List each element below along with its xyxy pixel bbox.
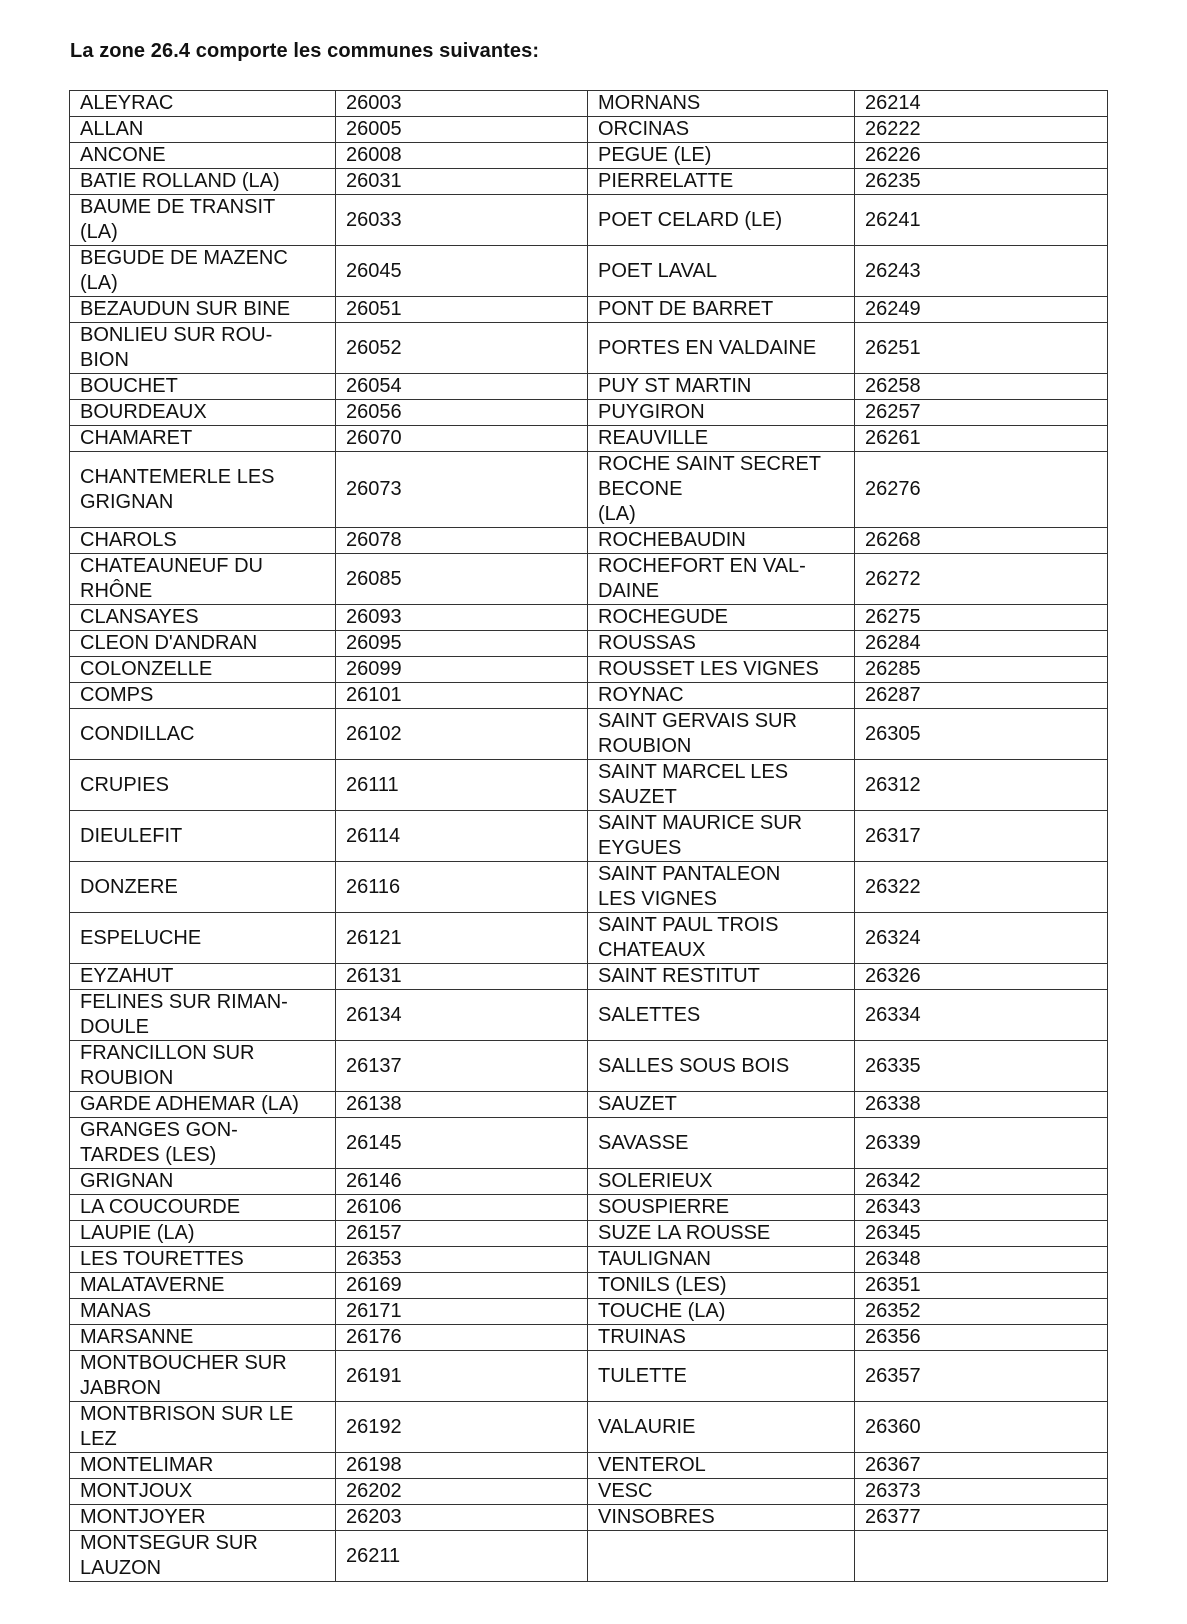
commune-name-cell: COLONZELLE <box>70 657 336 683</box>
table-row <box>70 1402 1108 1453</box>
commune-code-cell: 26169 <box>336 1273 588 1299</box>
table-row <box>70 811 1108 862</box>
commune-name-cell: BEGUDE DE MAZENC (LA) <box>70 246 336 297</box>
commune-name-cell: SAINT RESTITUT <box>588 964 855 990</box>
commune-name-cell: SALETTES <box>588 990 855 1041</box>
table-row <box>70 683 1108 709</box>
table-row <box>70 631 1108 657</box>
commune-code-cell: 26258 <box>855 374 1108 400</box>
commune-name-cell: PEGUE (LE) <box>588 143 855 169</box>
commune-name-cell: BOUCHET <box>70 374 336 400</box>
commune-code-cell: 26114 <box>336 811 588 862</box>
commune-code-cell: 26287 <box>855 683 1108 709</box>
commune-name-cell: BONLIEU SUR ROU- BION <box>70 323 336 374</box>
commune-code-cell: 26134 <box>336 990 588 1041</box>
commune-code-cell: 26305 <box>855 709 1108 760</box>
table-row <box>70 1531 1108 1582</box>
commune-code-cell: 26334 <box>855 990 1108 1041</box>
table-row <box>70 528 1108 554</box>
commune-name-cell: SOLERIEUX <box>588 1169 855 1195</box>
commune-name-cell: MONTELIMAR <box>70 1453 336 1479</box>
commune-name-cell: SALLES SOUS BOIS <box>588 1041 855 1092</box>
commune-name-cell: SOUSPIERRE <box>588 1195 855 1221</box>
commune-code-cell: 26317 <box>855 811 1108 862</box>
commune-name-cell: GRANGES GON- TARDES (LES) <box>70 1118 336 1169</box>
page-title: La zone 26.4 comporte les communes suivantes: <box>70 40 540 62</box>
table-row <box>70 760 1108 811</box>
table-row <box>70 1505 1108 1531</box>
table-row <box>70 1041 1108 1092</box>
commune-code-cell: 26101 <box>336 683 588 709</box>
commune-name-cell: BOURDEAUX <box>70 400 336 426</box>
table-row <box>70 195 1108 246</box>
commune-code-cell: 26051 <box>336 297 588 323</box>
commune-name-cell: LES TOURETTES <box>70 1247 336 1273</box>
commune-name-cell: MALATAVERNE <box>70 1273 336 1299</box>
commune-code-cell: 26145 <box>336 1118 588 1169</box>
commune-code-cell: 26351 <box>855 1273 1108 1299</box>
commune-name-cell: ALEYRAC <box>70 91 336 117</box>
commune-name-cell <box>588 1531 855 1582</box>
commune-code-cell: 26285 <box>855 657 1108 683</box>
commune-name-cell: MARSANNE <box>70 1325 336 1351</box>
commune-code-cell: 26070 <box>336 426 588 452</box>
commune-name-cell: FRANCILLON SUR ROUBION <box>70 1041 336 1092</box>
commune-name-cell: ROCHEBAUDIN <box>588 528 855 554</box>
commune-name-cell: MONTJOUX <box>70 1479 336 1505</box>
commune-name-cell: TRUINAS <box>588 1325 855 1351</box>
commune-code-cell: 26284 <box>855 631 1108 657</box>
table-row <box>70 990 1108 1041</box>
commune-code-cell: 26033 <box>336 195 588 246</box>
commune-name-cell: CRUPIES <box>70 760 336 811</box>
commune-name-cell: POET LAVAL <box>588 246 855 297</box>
commune-code-cell: 26093 <box>336 605 588 631</box>
commune-code-cell: 26275 <box>855 605 1108 631</box>
commune-name-cell: PIERRELATTE <box>588 169 855 195</box>
commune-code-cell: 26345 <box>855 1221 1108 1247</box>
commune-name-cell: GARDE ADHEMAR (LA) <box>70 1092 336 1118</box>
commune-name-cell: SAUZET <box>588 1092 855 1118</box>
commune-name-cell: MORNANS <box>588 91 855 117</box>
commune-code-cell: 26335 <box>855 1041 1108 1092</box>
commune-name-cell: TULETTE <box>588 1351 855 1402</box>
commune-name-cell: SAINT GERVAIS SUR ROUBION <box>588 709 855 760</box>
commune-name-cell: COMPS <box>70 683 336 709</box>
table-row <box>70 1092 1108 1118</box>
commune-code-cell: 26138 <box>336 1092 588 1118</box>
commune-name-cell: LAUPIE (LA) <box>70 1221 336 1247</box>
commune-code-cell <box>855 1531 1108 1582</box>
commune-name-cell: DONZERE <box>70 862 336 913</box>
table-row <box>70 554 1108 605</box>
table-row <box>70 400 1108 426</box>
commune-name-cell: POET CELARD (LE) <box>588 195 855 246</box>
commune-code-cell: 26356 <box>855 1325 1108 1351</box>
commune-name-cell: BATIE ROLLAND (LA) <box>70 169 336 195</box>
commune-code-cell: 26235 <box>855 169 1108 195</box>
commune-name-cell: ROCHE SAINT SECRET BECONE (LA) <box>588 452 855 528</box>
communes-table-body <box>70 91 1108 1582</box>
commune-name-cell: MONTJOYER <box>70 1505 336 1531</box>
table-row <box>70 246 1108 297</box>
table-row <box>70 1169 1108 1195</box>
commune-code-cell: 26003 <box>336 91 588 117</box>
commune-name-cell: LA COUCOURDE <box>70 1195 336 1221</box>
table-row <box>70 709 1108 760</box>
commune-code-cell: 26095 <box>336 631 588 657</box>
commune-name-cell: CHANTEMERLE LES GRIGNAN <box>70 452 336 528</box>
commune-code-cell: 26251 <box>855 323 1108 374</box>
commune-code-cell: 26360 <box>855 1402 1108 1453</box>
table-row <box>70 297 1108 323</box>
commune-name-cell: CONDILLAC <box>70 709 336 760</box>
commune-code-cell: 26054 <box>336 374 588 400</box>
commune-code-cell: 26338 <box>855 1092 1108 1118</box>
commune-name-cell: VINSOBRES <box>588 1505 855 1531</box>
commune-code-cell: 26249 <box>855 297 1108 323</box>
commune-code-cell: 26073 <box>336 452 588 528</box>
commune-name-cell: BEZAUDUN SUR BINE <box>70 297 336 323</box>
commune-code-cell: 26102 <box>336 709 588 760</box>
commune-name-cell: DIEULEFIT <box>70 811 336 862</box>
table-row <box>70 1453 1108 1479</box>
commune-name-cell: SAVASSE <box>588 1118 855 1169</box>
commune-name-cell: ROCHEFORT EN VAL- DAINE <box>588 554 855 605</box>
commune-code-cell: 26226 <box>855 143 1108 169</box>
commune-name-cell: GRIGNAN <box>70 1169 336 1195</box>
commune-code-cell: 26257 <box>855 400 1108 426</box>
commune-name-cell: SUZE LA ROUSSE <box>588 1221 855 1247</box>
commune-code-cell: 26276 <box>855 452 1108 528</box>
table-row <box>70 452 1108 528</box>
commune-code-cell: 26272 <box>855 554 1108 605</box>
communes-table <box>69 90 1108 1582</box>
commune-name-cell: ANCONE <box>70 143 336 169</box>
commune-code-cell: 26352 <box>855 1299 1108 1325</box>
table-row <box>70 862 1108 913</box>
commune-code-cell: 26241 <box>855 195 1108 246</box>
commune-name-cell: REAUVILLE <box>588 426 855 452</box>
table-row <box>70 323 1108 374</box>
commune-code-cell: 26353 <box>336 1247 588 1273</box>
commune-name-cell: ROUSSET LES VIGNES <box>588 657 855 683</box>
table-row <box>70 169 1108 195</box>
commune-name-cell: SAINT PAUL TROIS CHATEAUX <box>588 913 855 964</box>
commune-code-cell: 26005 <box>336 117 588 143</box>
commune-name-cell: VESC <box>588 1479 855 1505</box>
table-row <box>70 426 1108 452</box>
commune-name-cell: CLEON D'ANDRAN <box>70 631 336 657</box>
commune-code-cell: 26137 <box>336 1041 588 1092</box>
commune-name-cell: CHAROLS <box>70 528 336 554</box>
commune-name-cell: PORTES EN VALDAINE <box>588 323 855 374</box>
commune-name-cell: EYZAHUT <box>70 964 336 990</box>
commune-name-cell: VALAURIE <box>588 1402 855 1453</box>
commune-code-cell: 26214 <box>855 91 1108 117</box>
commune-name-cell: TAULIGNAN <box>588 1247 855 1273</box>
commune-name-cell: ROYNAC <box>588 683 855 709</box>
commune-name-cell: PUYGIRON <box>588 400 855 426</box>
commune-code-cell: 26146 <box>336 1169 588 1195</box>
commune-code-cell: 26261 <box>855 426 1108 452</box>
commune-name-cell: MONTBRISON SUR LE LEZ <box>70 1402 336 1453</box>
commune-code-cell: 26191 <box>336 1351 588 1402</box>
commune-name-cell: TONILS (LES) <box>588 1273 855 1299</box>
commune-code-cell: 26085 <box>336 554 588 605</box>
commune-code-cell: 26339 <box>855 1118 1108 1169</box>
commune-code-cell: 26078 <box>336 528 588 554</box>
commune-code-cell: 26106 <box>336 1195 588 1221</box>
table-row <box>70 1479 1108 1505</box>
table-row <box>70 964 1108 990</box>
commune-name-cell: ORCINAS <box>588 117 855 143</box>
commune-name-cell: TOUCHE (LA) <box>588 1299 855 1325</box>
commune-code-cell: 26157 <box>336 1221 588 1247</box>
commune-name-cell: CHAMARET <box>70 426 336 452</box>
commune-code-cell: 26202 <box>336 1479 588 1505</box>
table-row <box>70 1273 1108 1299</box>
table-row <box>70 605 1108 631</box>
commune-code-cell: 26056 <box>336 400 588 426</box>
commune-code-cell: 26171 <box>336 1299 588 1325</box>
commune-name-cell: SAINT MARCEL LES SAUZET <box>588 760 855 811</box>
commune-name-cell: PUY ST MARTIN <box>588 374 855 400</box>
commune-name-cell: SAINT MAURICE SUR EYGUES <box>588 811 855 862</box>
commune-code-cell: 26176 <box>336 1325 588 1351</box>
commune-name-cell: ALLAN <box>70 117 336 143</box>
commune-name-cell: VENTEROL <box>588 1453 855 1479</box>
table-row <box>70 657 1108 683</box>
commune-code-cell: 26031 <box>336 169 588 195</box>
commune-code-cell: 26099 <box>336 657 588 683</box>
commune-name-cell: MONTBOUCHER SUR JABRON <box>70 1351 336 1402</box>
commune-code-cell: 26198 <box>336 1453 588 1479</box>
communes-table-wrapper <box>69 90 1108 1582</box>
commune-code-cell: 26121 <box>336 913 588 964</box>
table-row <box>70 1325 1108 1351</box>
commune-code-cell: 26343 <box>855 1195 1108 1221</box>
commune-code-cell: 26192 <box>336 1402 588 1453</box>
commune-code-cell: 26008 <box>336 143 588 169</box>
commune-code-cell: 26326 <box>855 964 1108 990</box>
commune-name-cell: CLANSAYES <box>70 605 336 631</box>
commune-code-cell: 26367 <box>855 1453 1108 1479</box>
table-row <box>70 1351 1108 1402</box>
table-row <box>70 1118 1108 1169</box>
commune-name-cell: ROUSSAS <box>588 631 855 657</box>
commune-code-cell: 26373 <box>855 1479 1108 1505</box>
commune-code-cell: 26312 <box>855 760 1108 811</box>
table-row <box>70 374 1108 400</box>
commune-code-cell: 26211 <box>336 1531 588 1582</box>
commune-code-cell: 26111 <box>336 760 588 811</box>
commune-code-cell: 26268 <box>855 528 1108 554</box>
commune-code-cell: 26348 <box>855 1247 1108 1273</box>
commune-code-cell: 26342 <box>855 1169 1108 1195</box>
commune-name-cell: SAINT PANTALEON LES VIGNES <box>588 862 855 913</box>
commune-name-cell: MANAS <box>70 1299 336 1325</box>
commune-code-cell: 26377 <box>855 1505 1108 1531</box>
table-row <box>70 1299 1108 1325</box>
table-row <box>70 1195 1108 1221</box>
commune-code-cell: 26322 <box>855 862 1108 913</box>
commune-code-cell: 26357 <box>855 1351 1108 1402</box>
commune-name-cell: MONTSEGUR SUR LAUZON <box>70 1531 336 1582</box>
commune-name-cell: PONT DE BARRET <box>588 297 855 323</box>
commune-name-cell: FELINES SUR RIMAN- DOULE <box>70 990 336 1041</box>
table-row <box>70 117 1108 143</box>
commune-name-cell: ROCHEGUDE <box>588 605 855 631</box>
commune-name-cell: BAUME DE TRANSIT (LA) <box>70 195 336 246</box>
commune-code-cell: 26045 <box>336 246 588 297</box>
table-row <box>70 913 1108 964</box>
commune-code-cell: 26131 <box>336 964 588 990</box>
commune-code-cell: 26203 <box>336 1505 588 1531</box>
table-row <box>70 143 1108 169</box>
table-row <box>70 91 1108 117</box>
commune-code-cell: 26243 <box>855 246 1108 297</box>
commune-code-cell: 26052 <box>336 323 588 374</box>
table-row <box>70 1247 1108 1273</box>
commune-code-cell: 26222 <box>855 117 1108 143</box>
commune-name-cell: ESPELUCHE <box>70 913 336 964</box>
commune-name-cell: CHATEAUNEUF DU RHÔNE <box>70 554 336 605</box>
commune-code-cell: 26116 <box>336 862 588 913</box>
table-row <box>70 1221 1108 1247</box>
commune-code-cell: 26324 <box>855 913 1108 964</box>
